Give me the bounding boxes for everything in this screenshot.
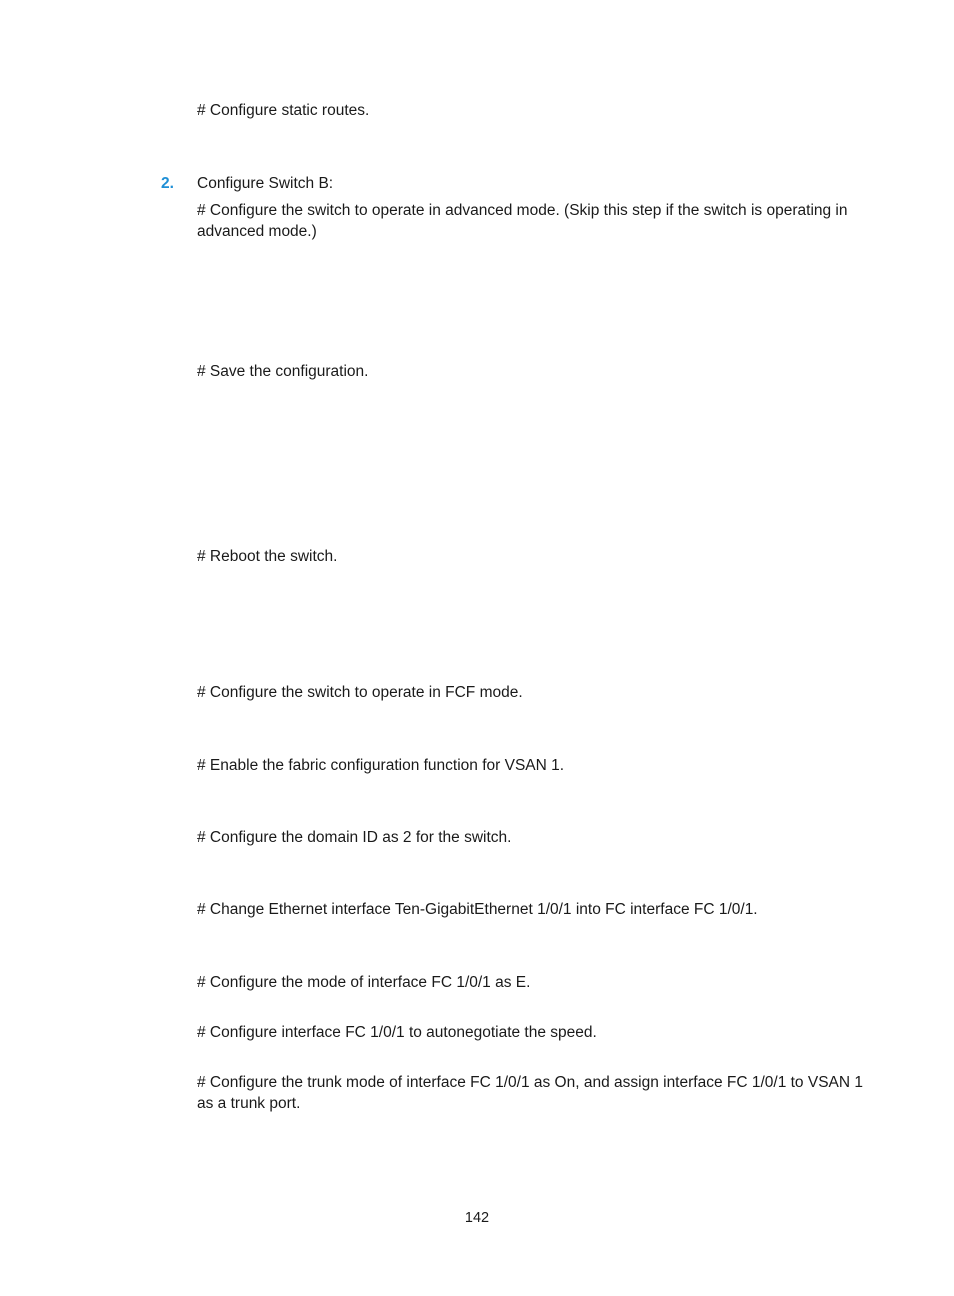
page-number: 142 — [464, 1210, 490, 1226]
comment-configure-static-routes: # Configure static routes. — [197, 102, 370, 119]
comment-save-configuration: # Save the configuration. — [197, 363, 369, 380]
comment-change-interface: # Change Ethernet interface Ten-GigabitEthernet 1/0/1 into FC interface FC 1/0/1. — [197, 901, 758, 918]
comment-fabric-configuration: # Enable the fabric configuration function for VSAN 1. — [197, 757, 565, 774]
comment-fcf-mode: # Configure the switch to operate in FCF mode. — [197, 684, 523, 701]
comment-autonegotiate-speed: # Configure interface FC 1/0/1 to autonegotiate the speed. — [197, 1024, 597, 1041]
comment-trunk-mode: # Configure the trunk mode of interface FC 1/0/1 as On, and assign interface FC 1/0/1 to VSAN 1 as a trunk port. — [197, 1074, 863, 1112]
comment-domain-id: # Configure the domain ID as 2 for the switch. — [197, 829, 512, 846]
step-number: 2. — [161, 175, 174, 192]
step-title: Configure Switch B: — [197, 175, 334, 192]
comment-reboot-switch: # Reboot the switch. — [197, 548, 338, 565]
comment-advanced-mode: # Configure the switch to operate in advanced mode. (Skip this step if the switch is operating in advanced mode.) — [197, 202, 848, 240]
comment-mode-e: # Configure the mode of interface FC 1/0/1 as E. — [197, 974, 531, 991]
